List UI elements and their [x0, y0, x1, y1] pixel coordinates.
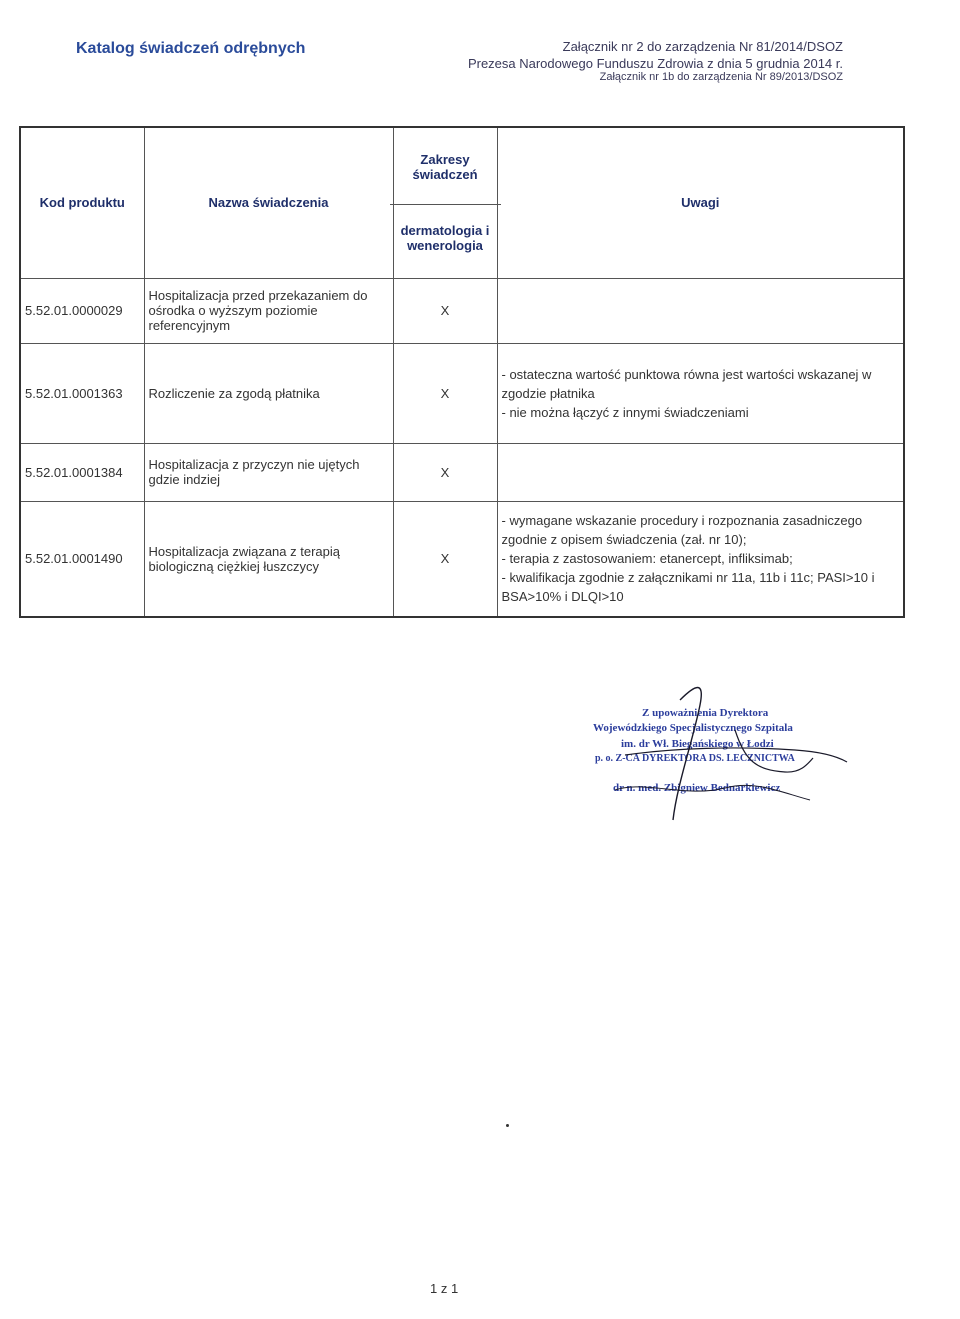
col-header-uwagi: Uwagi [497, 127, 904, 278]
annotation-line-1: Załącznik nr 2 do zarządzenia Nr 81/2014/DSOZ [562, 39, 843, 54]
catalog-title: Katalog świadczeń odrębnych [76, 40, 306, 57]
cell-uwagi [497, 343, 904, 443]
cell-kod: 5.52.01.0001490 [20, 501, 144, 617]
table-row [20, 343, 904, 443]
stamp-line-5: dr n. med. Zbigniew Bednarkiewicz [613, 782, 781, 794]
cell-kod: 5.52.01.0000029 [20, 278, 144, 343]
note-line: - terapia z zastosowaniem: etanercept, infliksimab; [501, 551, 793, 567]
note-line: - wymagane wskazanie procedury i rozpoznania zasadniczego zgodnie z opisem świadczenia (zał. nr 10); [501, 513, 863, 548]
cell-uwagi [497, 501, 904, 617]
cell-zakres: X [393, 443, 497, 501]
zakres-dermatologia-label: dermatologia i wenerologia [400, 223, 490, 254]
cell-nazwa: Hospitalizacja związana z terapią biologiczną ciężkiej łuszczycy [144, 501, 393, 617]
stamp-line-4: p. o. Z-CA DYREKTORA DS. LECZNICTWA [595, 753, 795, 764]
official-stamp-signature [585, 680, 855, 830]
annotation-line-3: Załącznik nr 1b do zarządzenia Nr 89/2013/DSOZ [599, 71, 843, 83]
table-row [20, 443, 904, 501]
col-header-zakresy [393, 127, 497, 278]
note-line: - ostateczna wartość punktowa równa jest wartości wskazanej w zgodzie płatnika [501, 366, 872, 401]
cell-kod: 5.52.01.0001384 [20, 443, 144, 501]
col-header-nazwa: Nazwa świadczenia [144, 127, 393, 278]
note-line: - nie można łączyć z innymi świadczeniami [501, 404, 749, 420]
handwritten-signature-icon [585, 680, 855, 830]
table-row [20, 278, 904, 343]
cell-nazwa: Hospitalizacja z przyczyn nie ujętych gdzie indziej [144, 443, 393, 501]
page-number: 1 z 1 [430, 1281, 459, 1296]
stamp-line-1: Z upoważnienia Dyrektora [642, 707, 769, 719]
stamp-line-2: Wojewódzkiego Specjalistycznego Szpitala [593, 722, 793, 734]
col-header-kod: Kod produktu [20, 127, 144, 278]
cell-kod: 5.52.01.0001363 [20, 343, 144, 443]
stray-dot [506, 1124, 509, 1127]
cell-nazwa: Hospitalizacja przed przekazaniem do ośrodka o wyższym poziomie referencyjnym [144, 278, 393, 343]
cell-uwagi [497, 278, 904, 343]
cell-uwagi [497, 443, 904, 501]
cell-zakres: X [393, 501, 497, 617]
table-row [20, 501, 904, 617]
zakresy-label: Zakresy świadczeń [390, 142, 501, 205]
stamp-line-3: im. dr Wł. Biegańskiego w Łodzi [621, 738, 774, 750]
services-table [19, 126, 905, 618]
annotation-line-2: Prezesa Narodowego Funduszu Zdrowia z dnia 5 grudnia 2014 r. [467, 56, 843, 71]
cell-nazwa: Rozliczenie za zgodą płatnika [144, 343, 393, 443]
note-line: - kwalifikacja zgodnie z załącznikami nr 11a, 11b i 11c; PASI>10 i BSA>10% i DLQI>10 [501, 570, 875, 605]
cell-zakres: X [393, 278, 497, 343]
cell-zakres: X [393, 343, 497, 443]
